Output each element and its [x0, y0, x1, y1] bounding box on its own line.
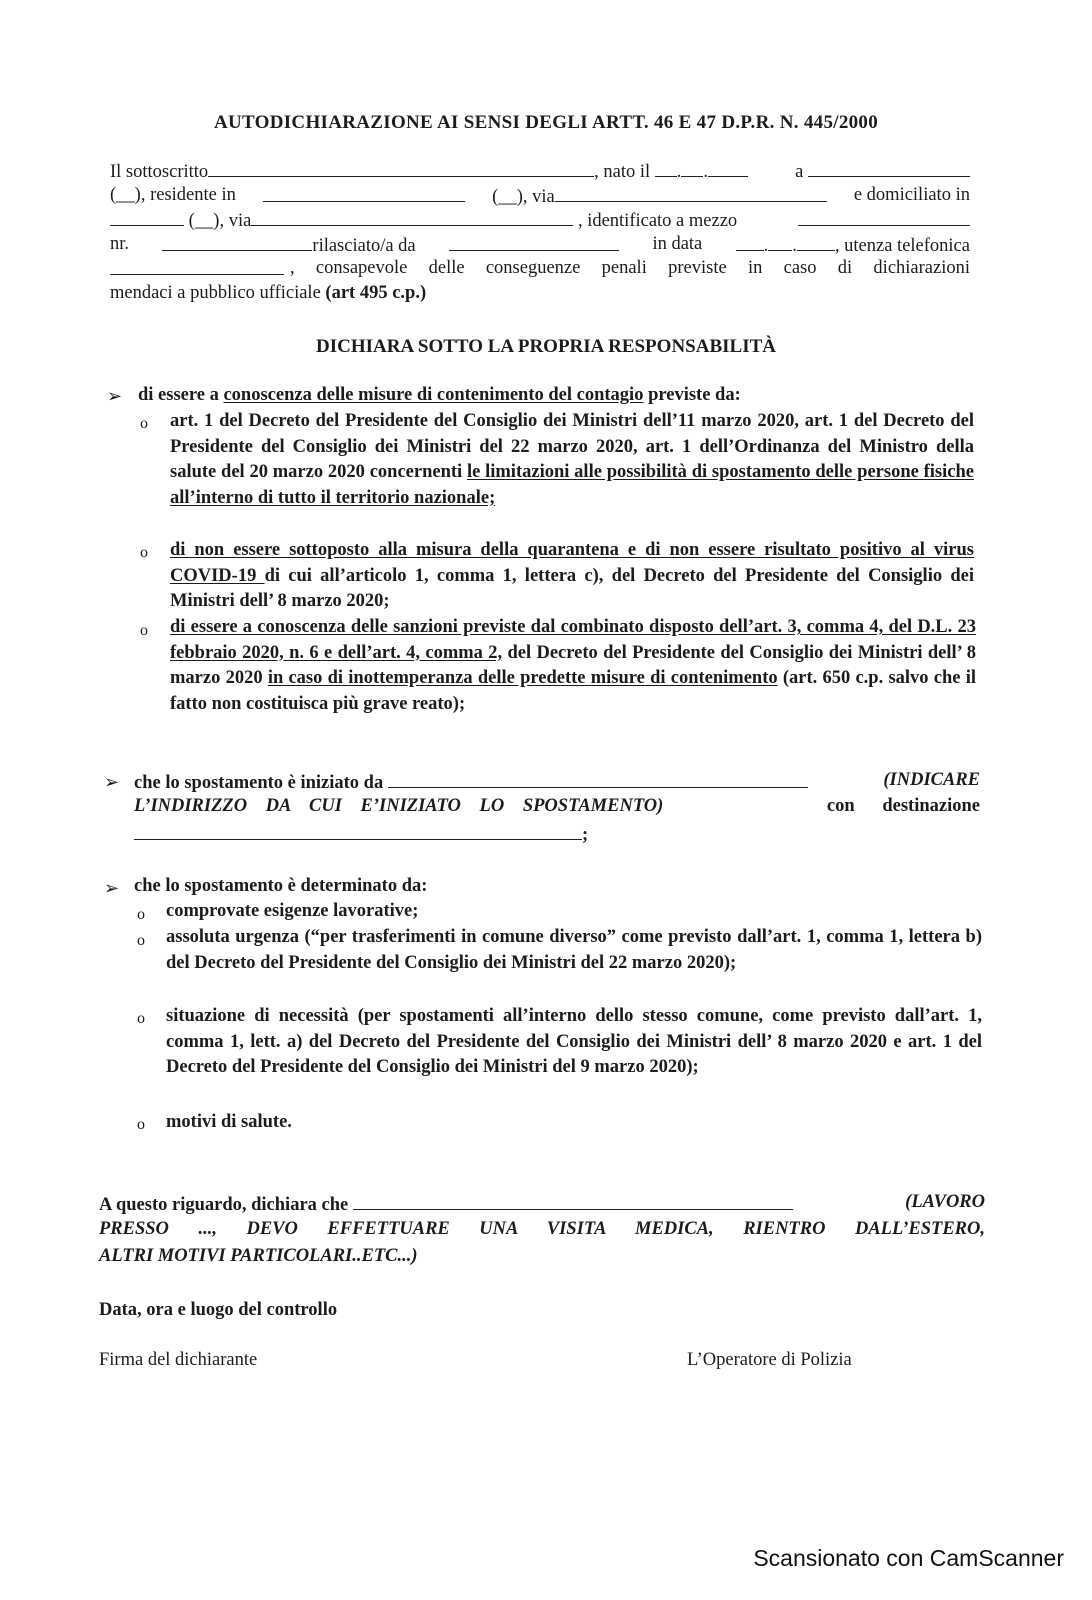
- identification-block: [110, 158, 970, 305]
- s1-item3-text: del Decreto del Presidente del Consiglio dei Ministri dell’ 8 marzo 2020: [170, 642, 976, 688]
- field-nato-anno[interactable]: [708, 158, 748, 177]
- s1-item1-underlined: le limitazioni alle possibilità di spostamento delle persone fisiche all’interno di tutto il territorio nazionale;: [170, 462, 974, 508]
- s4-text: A questo riguardo, dichiara che: [99, 1195, 349, 1215]
- ident-row-6: [110, 281, 970, 306]
- s3-item-urgenza: assoluta urgenza (“per trasferimenti in comune diverso” come previsto dall’art. 1, comma 1, lettera b) del Decreto del Presidente del Consiglio dei Ministri del 22 marzo 2020);: [166, 927, 982, 973]
- label-domiciliato: e domiciliato in: [853, 184, 970, 205]
- label-rilasciato: rilasciato/a da: [312, 235, 416, 256]
- label-prov-via2: (__), via: [188, 211, 252, 231]
- s4-italic-presso: PRESSO ..., DEVO EFFETTUARE UNA VISITA MEDICA, RIENTRO DALL’ESTERO,: [99, 1219, 985, 1239]
- firma-dichiarante-label: Firma del dichiarante: [99, 1350, 258, 1370]
- circle-bullet-icon: o: [140, 415, 148, 432]
- field-indirizzo-destinazione[interactable]: [134, 820, 582, 840]
- field-nome[interactable]: [208, 158, 594, 177]
- s1-item-sanzioni: [170, 615, 976, 717]
- s3-item-lavorative: comprovate esigenze lavorative;: [166, 901, 419, 921]
- circle-bullet-icon: o: [140, 544, 148, 561]
- s3-intro: che lo spostamento è determinato da:: [134, 876, 428, 896]
- arrow-bullet-icon: ➢: [104, 772, 120, 792]
- field-residente[interactable]: [263, 183, 465, 202]
- field-indirizzo-partenza[interactable]: [388, 768, 808, 788]
- circle-bullet-icon: o: [140, 622, 148, 639]
- field-numero[interactable]: [162, 232, 312, 251]
- field-motivazione[interactable]: [353, 1190, 793, 1210]
- ident-row-3: [110, 207, 970, 232]
- s1-item-dpcm: [170, 409, 974, 511]
- field-nato-giorno[interactable]: [655, 158, 677, 177]
- ident-row-4: nr. rilasciato/a da in data . . , utenza telefonica: [110, 233, 970, 256]
- s1-item2-underlined: di non essere sottoposto alla misura della quarantena e di non essere risultato positivo al virus COVID-19: [170, 540, 974, 586]
- s1-intro-tail: previste da:: [643, 385, 741, 405]
- label-identificato: , identificato a mezzo: [577, 211, 738, 231]
- declaration-heading: DICHIARA SOTTO LA PROPRIA RESPONSABILITÀ: [316, 336, 776, 357]
- label-nr: nr.: [110, 233, 130, 254]
- s1-item3-underlined-2: in caso di inottemperanza delle predette misure di contenimento: [267, 668, 778, 688]
- operatore-polizia-label: L’Operatore di Polizia: [687, 1350, 852, 1370]
- field-documento[interactable]: [798, 207, 970, 226]
- s2-italic-indirizzo: L’INDIRIZZO DA CUI E’INIZIATO LO SPOSTAMENTO): [134, 796, 664, 816]
- ident-row-5: [110, 256, 970, 281]
- field-telefono[interactable]: [110, 256, 284, 275]
- s2-italic-indicare: (INDICARE: [883, 770, 980, 790]
- document-title: AUTODICHIARAZIONE AI SENSI DEGLI ARTT. 46 E 47 D.P.R. N. 445/2000: [213, 112, 879, 133]
- field-domicilio[interactable]: [110, 207, 184, 226]
- circle-bullet-icon: o: [137, 1010, 145, 1027]
- label-sottoscritto: Il sottoscritto: [110, 162, 209, 182]
- label-prov-via: (__), via: [492, 186, 555, 207]
- s1-item-quarantena: [170, 538, 974, 615]
- s2-text: che lo spostamento è iniziato da: [134, 773, 384, 793]
- s2-destinazione: destinazione: [882, 796, 980, 816]
- s1-item2-text: di cui all’articolo 1, comma 1, lettera c), del Decreto del Presidente del Consiglio dei Ministri dell’ 8 marzo 2020;: [170, 565, 974, 611]
- label-utenza: , utenza telefonica: [834, 235, 970, 256]
- s2-semicolon: ;: [582, 825, 589, 845]
- data-ora-luogo-label: Data, ora e luogo del controllo: [99, 1300, 338, 1320]
- section-spostamento-origine: [134, 768, 980, 846]
- field-via-domicilio[interactable]: [251, 207, 573, 226]
- arrow-bullet-icon: ➢: [107, 386, 123, 406]
- s4-italic-lavoro: (LAVORO: [905, 1192, 985, 1212]
- ident-row-2: [110, 183, 970, 208]
- field-rilasciato-da[interactable]: [449, 232, 619, 251]
- label-in-data: in data: [652, 233, 703, 254]
- label-mendaci: mendaci a pubblico ufficiale: [110, 282, 321, 303]
- field-data-anno[interactable]: [797, 232, 835, 251]
- label-art495: (art 495 c.p.): [325, 282, 427, 303]
- ident-row-1: Il sottoscritto , nato il . . a: [110, 158, 970, 183]
- s3-item-salute: motivi di salute.: [166, 1112, 292, 1132]
- label-nato-il: , nato il: [594, 162, 651, 182]
- circle-bullet-icon: o: [137, 906, 145, 923]
- s1-item1-text: art. 1 del Decreto del Presidente del Consiglio dei Ministri dell’11 marzo 2020, art. 1 del Decreto del Presidente del Consiglio dei Ministri del 22 marzo 2020, art. 1 dell’Ordinanza del Ministro della salute del 20 marzo 2020 concernenti: [170, 411, 974, 482]
- field-data-mese[interactable]: [768, 232, 792, 251]
- section-motivazione: [99, 1190, 985, 1271]
- field-luogo-nascita[interactable]: [808, 158, 970, 177]
- s2-con: con: [826, 796, 855, 816]
- s3-item-necessita: situazione di necessità (per spostamenti all’interno dello stesso comune, come previsto dall’art. 1, comma 1, lett. a) del Decreto del Presidente del Consiglio dei Ministri dell’ 8 marzo 2020 e art. 1 del Decreto del Presidente del Consiglio dei Ministri del 9 marzo 2020);: [166, 1006, 982, 1077]
- s1-intro-underlined: conoscenza delle misure di contenimento del contagio: [223, 385, 644, 405]
- s1-intro-text: di essere a: [138, 385, 224, 405]
- field-data-giorno[interactable]: [736, 232, 764, 251]
- camscanner-watermark: Scansionato con CamScanner: [753, 1545, 1064, 1571]
- circle-bullet-icon: o: [137, 1116, 145, 1133]
- circle-bullet-icon: o: [137, 932, 145, 949]
- arrow-bullet-icon: ➢: [104, 878, 120, 898]
- s1-item3-underlined: di essere a conoscenza delle sanzioni previste dal combinato disposto dell’art. 3, comma 4, del D.L. 23 febbraio 2020, n. 6 e dell’art. 4, comma 2,: [170, 617, 976, 663]
- section-conoscenza-intro: [138, 383, 978, 409]
- s4-italic-altri: ALTRI MOTIVI PARTICOLARI..ETC...): [99, 1246, 418, 1266]
- label-consapevole: , consapevole delle conseguenze penali previste in caso di dichiarazioni: [290, 258, 970, 278]
- label-prov-residente: (__), residente in: [110, 184, 236, 205]
- s1-item3-tail: (art. 650 c.p. salvo che il fatto non costituisca più grave reato);: [170, 668, 976, 714]
- field-nato-mese[interactable]: [681, 158, 703, 177]
- field-via-residenza[interactable]: [555, 183, 827, 202]
- label-a: a: [795, 162, 804, 182]
